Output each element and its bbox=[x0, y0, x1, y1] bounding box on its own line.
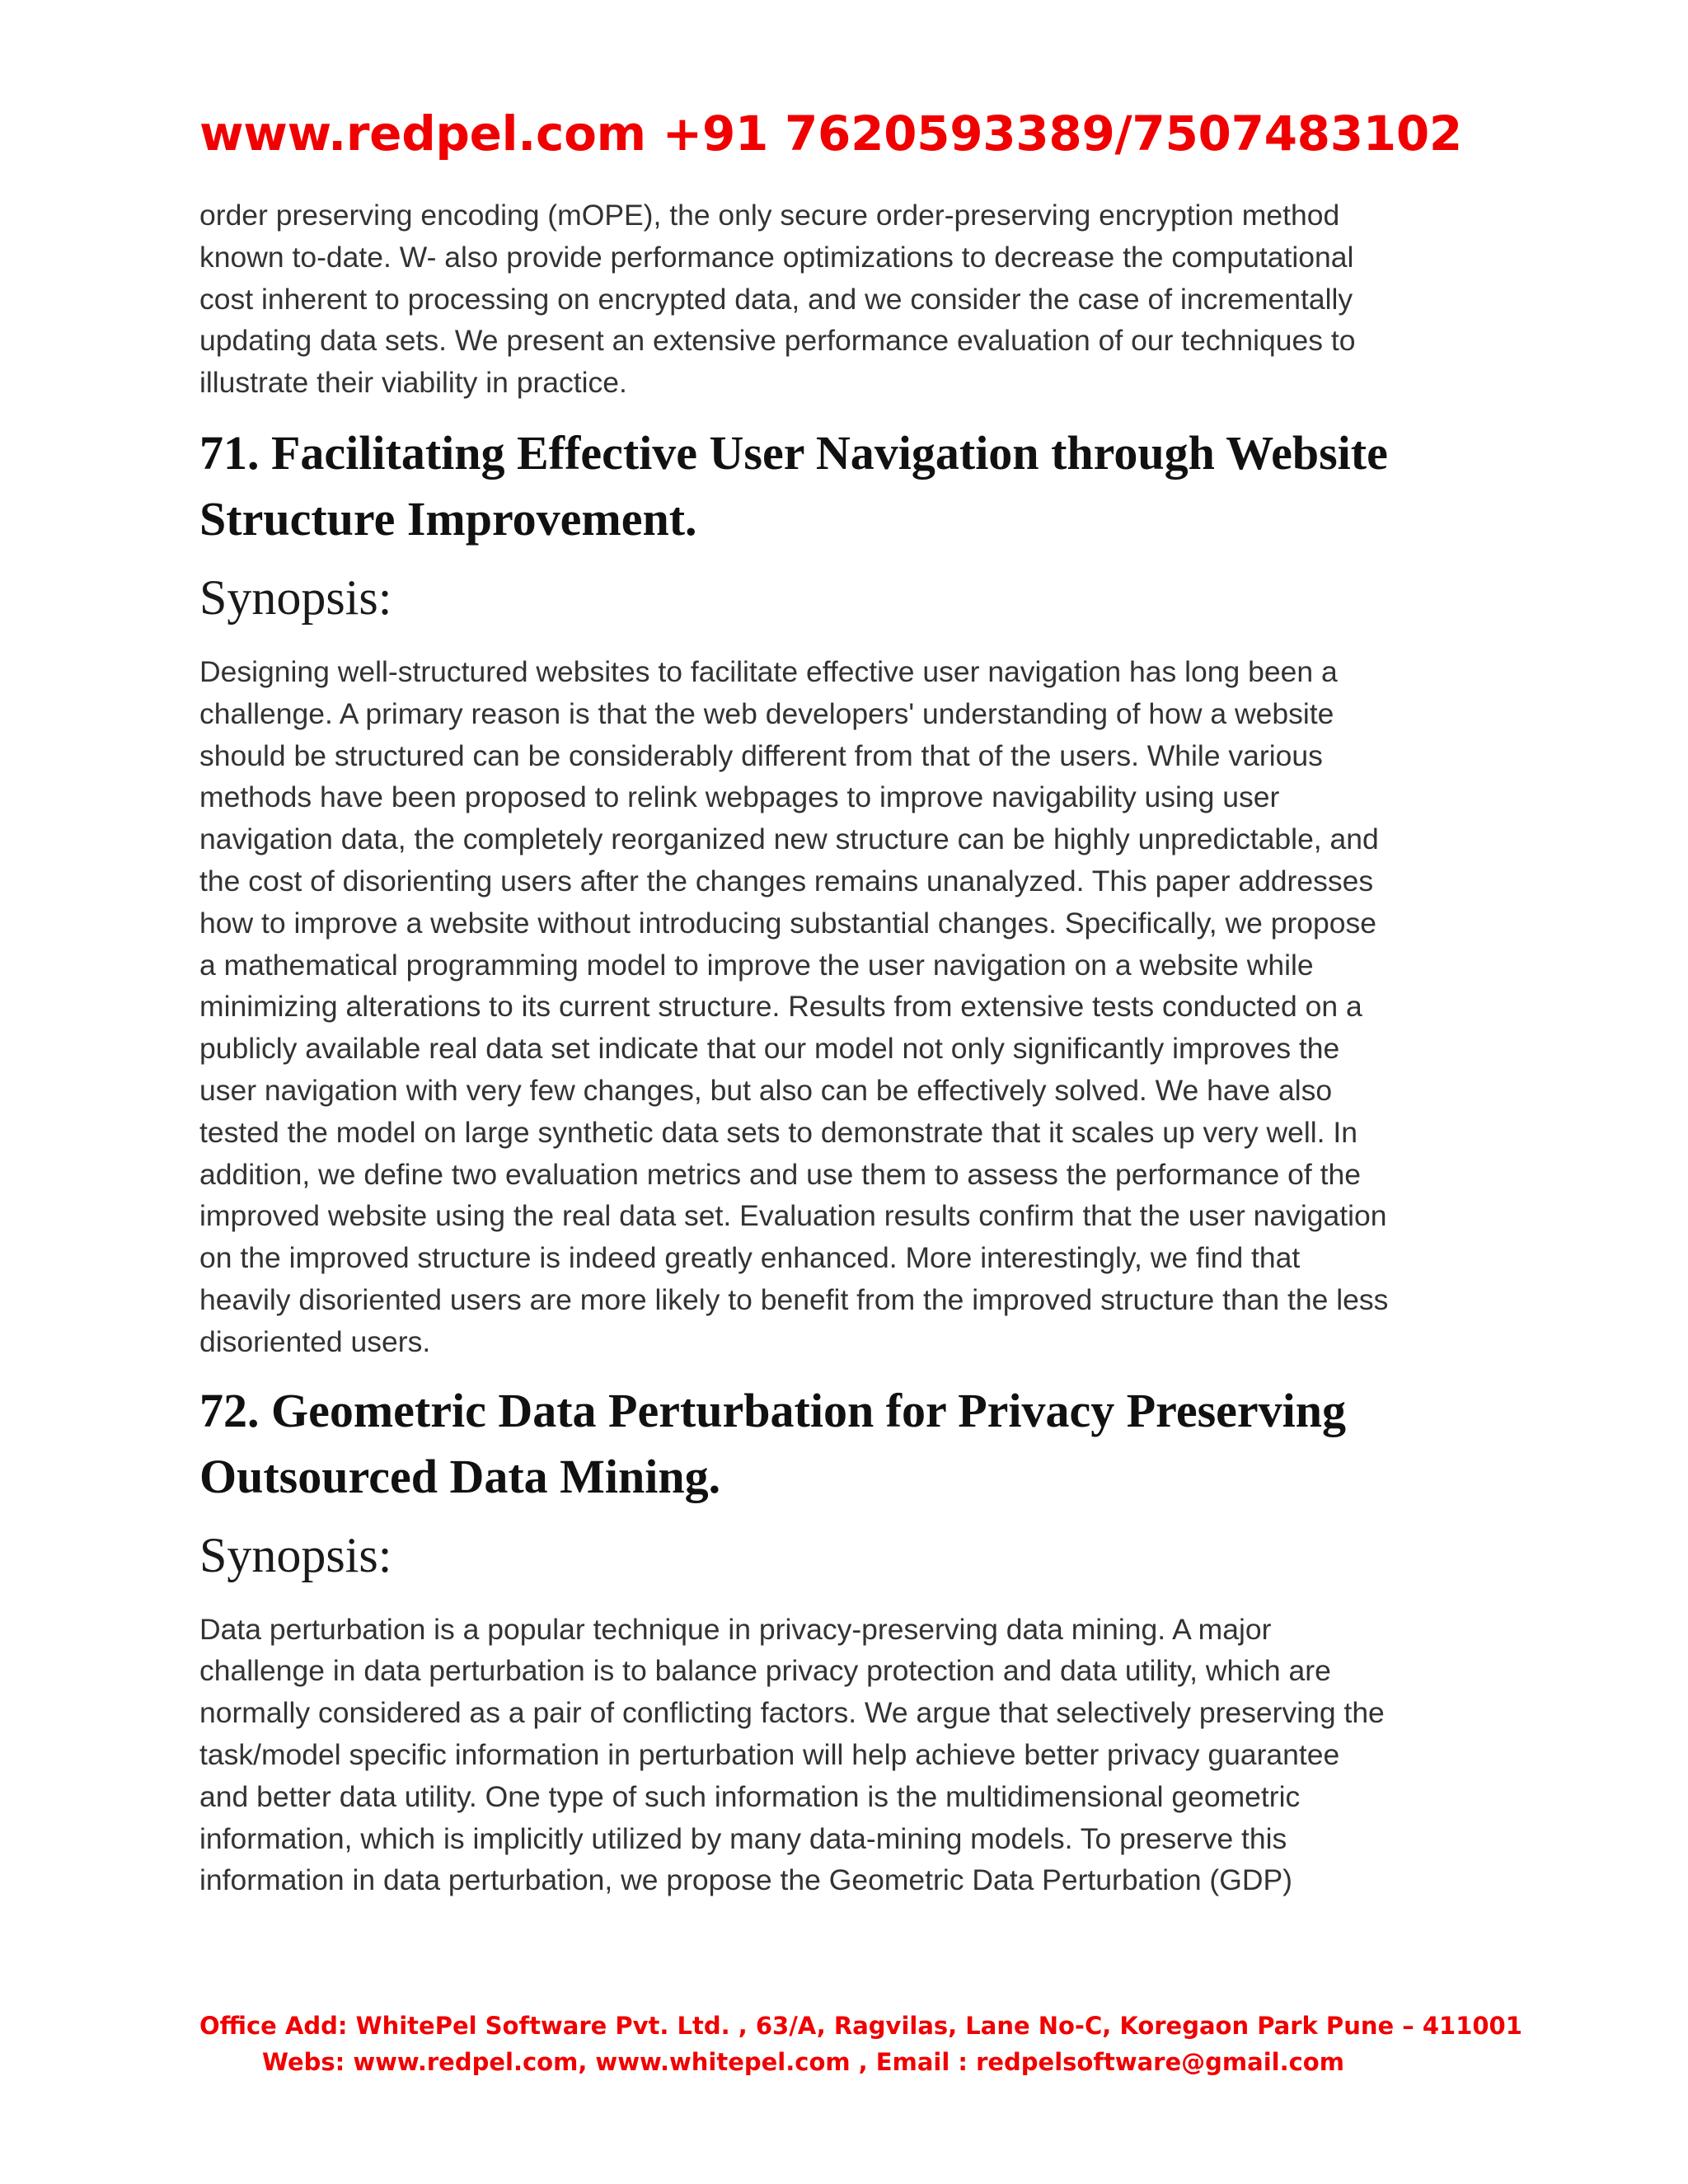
text-line: challenge in data perturbation is to balance privacy protection and data utility, which are bbox=[199, 1654, 1331, 1688]
text-line: order preserving encoding (mOPE), the only secure order-preserving encryption method bbox=[199, 199, 1340, 232]
page-content bbox=[199, 194, 1502, 1901]
text-line: updating data sets. We present an extensive performance evaluation of our techniques to bbox=[199, 324, 1356, 358]
section-71-body bbox=[199, 651, 1502, 1363]
office-address: Office Add: WhitePel Software Pvt. Ltd. , 63/A, Ragvilas, Lane No-C, Koregaon Park Pune – 411001 bbox=[199, 2012, 1522, 2040]
section-72-title bbox=[199, 1378, 1502, 1510]
text-line: improved website using the real data set. Evaluation results confirm that the user navigation bbox=[199, 1199, 1387, 1233]
text-line: methods have been proposed to relink webpages to improve navigability using user bbox=[199, 780, 1280, 814]
text-line: illustrate their viability in practice. bbox=[199, 366, 627, 400]
text-line: should be structured can be considerably different from that of the users. While various bbox=[199, 738, 1323, 772]
text-line: user navigation with very few changes, but also can be effectively solved. We have also bbox=[199, 1073, 1333, 1107]
text-line: a mathematical programming model to improve the user navigation on a website while bbox=[199, 948, 1314, 982]
intro-paragraph bbox=[199, 194, 1502, 404]
title-line: Outsourced Data Mining. bbox=[199, 1449, 721, 1503]
section-71-synopsis-label: Synopsis: bbox=[199, 569, 392, 625]
text-line: the cost of disorienting users after the changes remains unanalyzed. This paper addresses bbox=[199, 864, 1374, 898]
text-line: how to improve a website without introducing substantial changes. Specifically, we propose bbox=[199, 906, 1377, 940]
text-line: disoriented users. bbox=[199, 1324, 431, 1358]
text-line: known to-date. W- also provide performance optimizations to decrease the computational bbox=[199, 240, 1354, 274]
title-line: 71. Facilitating Effective User Navigation through Website bbox=[199, 425, 1388, 480]
text-line: normally considered as a pair of conflicting factors. We argue that selectively preserving the bbox=[199, 1696, 1385, 1730]
text-line: challenge. A primary reason is that the web developers' understanding of how a website bbox=[199, 696, 1334, 730]
contact-header: www.redpel.com +91 7620593389/7507483102 bbox=[199, 105, 1462, 162]
section-72-synopsis-label: Synopsis: bbox=[199, 1527, 392, 1582]
text-line: Designing well-structured websites to facilitate effective user navigation has long been a bbox=[199, 654, 1338, 688]
text-line: on the improved structure is indeed greatly enhanced. More interestingly, we find that bbox=[199, 1241, 1301, 1275]
text-line: navigation data, the completely reorganized new structure can be highly unpredictable, and bbox=[199, 823, 1379, 856]
text-line: tested the model on large synthetic data sets to demonstrate that it scales up very well. In bbox=[199, 1115, 1357, 1149]
text-line: information, which is implicitly utilized by many data-mining models. To preserve this bbox=[199, 1821, 1287, 1855]
text-line: task/model specific information in perturbation will help achieve better privacy guarantee bbox=[199, 1737, 1340, 1771]
web-and-email: Webs: www.redpel.com, www.whitepel.com , Email : redpelsoftware@gmail.com bbox=[262, 2048, 1344, 2076]
text-line: heavily disoriented users are more likely to benefit from the improved structure than the less bbox=[199, 1282, 1389, 1316]
text-line: addition, we define two evaluation metrics and use them to assess the performance of the bbox=[199, 1157, 1361, 1191]
title-line: 72. Geometric Data Perturbation for Privacy Preserving bbox=[199, 1383, 1347, 1437]
title-line: Structure Improvement. bbox=[199, 491, 697, 546]
text-line: publicly available real data set indicate that our model not only significantly improves the bbox=[199, 1032, 1340, 1066]
section-72-body bbox=[199, 1609, 1502, 1902]
text-line: cost inherent to processing on encrypted data, and we consider the case of incrementally bbox=[199, 282, 1353, 316]
section-71-title bbox=[199, 420, 1502, 552]
text-line: minimizing alterations to its current structure. Results from extensive tests conducted on a bbox=[199, 990, 1362, 1024]
text-line: Data perturbation is a popular technique in privacy-preserving data mining. A major bbox=[199, 1612, 1272, 1646]
text-line: and better data utility. One type of such information is the multidimensional geometric bbox=[199, 1779, 1301, 1813]
text-line: information in data perturbation, we propose the Geometric Data Perturbation (GDP) bbox=[199, 1863, 1292, 1897]
